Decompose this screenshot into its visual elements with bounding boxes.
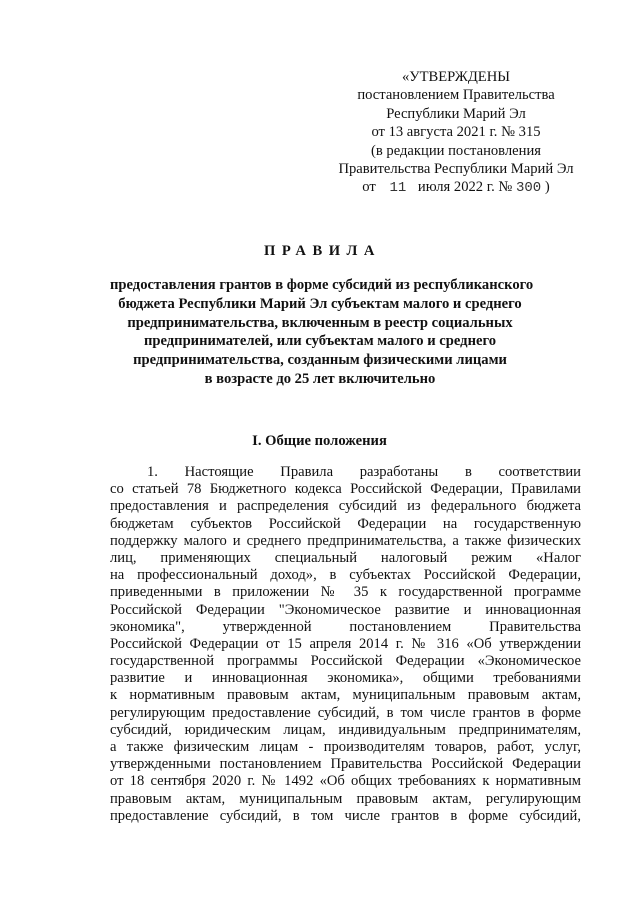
approval-heading: «УТВЕРЖДЕНЫ [401,69,510,85]
subtitle-line: в возрасте до 25 лет включительно [204,370,436,387]
body-line: к нормативным правовым актам, муниципальным правовым актам, [110,687,581,704]
approval-line: (в редакции постановления [371,142,541,159]
body-line: утвержденными постановлением Правительства Российской Федерации [110,756,581,773]
subtitle-line: бюджета Республики Марий Эл субъектам малого и среднего [118,295,522,312]
subtitle-line: предпринимательства, включенным в реестр социальных [127,314,513,331]
body-line: предоставления и распределения субсидий из федерального бюджета [110,498,581,515]
body-line: от 18 сентября 2020 г. № 1492 «Об общих требованиях к нормативным [110,773,581,790]
approval-line: от 13 августа 2021 г. № 315 [371,124,541,141]
body-line: субсидий, юридическим лицам, индивидуальным предпринимателям, [110,721,581,738]
body-line: правовым актам, муниципальным правовым актам, регулирующим [110,790,581,807]
subtitle-line: предпринимательства, созданным физическими лицами [133,352,507,369]
body-line: государственной программы Российской Федерации «Экономическое [110,653,581,670]
body-line: Российской Федерации от 15 апреля 2014 г. № 316 «Об утверждении [110,635,581,652]
body-line: приведенными в приложении № 35 к государственной программе [110,584,581,601]
approval-line: Правительства Республики Марий Эл [338,161,574,178]
approval-stamp [330,68,582,198]
amendment-day: 11 [389,180,407,197]
amendment-from: от [362,179,376,196]
body-line: бюджетам субъектов Российской Федерации на государственную [110,515,581,532]
body-line: 1. Настоящие Правила разработаны в соответствии [147,464,581,480]
body-line: регулирующим предоставление субсидий, в том числе грантов в форме [110,704,581,721]
body-line: со статьей 78 Бюджетного кодекса Российской Федерации, Правилами [110,481,581,498]
body-line: экономика", утвержденной постановлением Правительства [110,618,581,635]
approval-line: постановлением Правительства [357,87,555,104]
body-line: Российской Федерации "Экономическое развитие и инновационная [110,601,581,618]
approval-line: Республики Марий Эл [386,105,526,122]
amendment-close: ) [544,179,550,196]
body-line: предоставление субсидий, в том числе грантов в форме субсидий, [110,807,581,824]
section-heading: I. Общие положения [252,433,387,449]
body-line: поддержку малого и среднего предпринимательства, а также физических [110,532,581,549]
body-line: лиц, применяющих специальный налоговый режим «Налог [110,549,581,566]
body-line: развитие и инновационная экономика», общими требованиями [110,670,581,687]
document-title: ПРАВИЛА [264,243,381,259]
body-paragraph [110,464,581,825]
subtitle-line: предоставления грантов в форме субсидий из республиканского [110,277,534,293]
amendment-date-line [330,178,582,197]
document-subtitle [110,276,534,389]
amendment-date: июля 2022 г. № [417,179,513,196]
amendment-number: 300 [515,180,542,197]
body-line: а также физическим лицам - производителям товаров, работ, услуг, [110,739,581,755]
subtitle-line: предпринимателей, или субъектам малого и среднего [143,333,497,350]
body-line: на профессиональный доход», в субъектах Российской Федерации, [110,567,581,584]
